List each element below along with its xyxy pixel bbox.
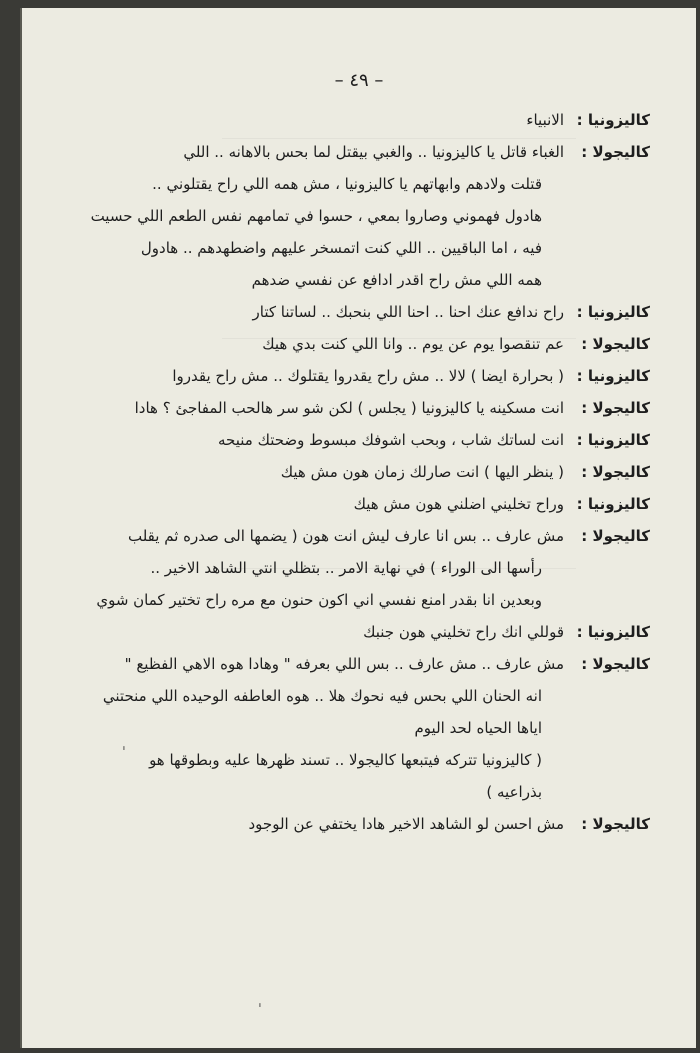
- dialogue-line: انه الحنان اللي بحس فيه نحوك هلا .. هوه العاطفه الوحيده اللي منحتني: [102, 687, 542, 705]
- dialogue-text: [62, 136, 570, 296]
- dialogue-entry: [62, 616, 650, 648]
- speaker-name: كاليزونيا :: [576, 303, 650, 321]
- speaker-name: كاليزونيا :: [576, 431, 650, 449]
- dialogue-line: اياها الحياه لحد اليوم: [414, 719, 542, 737]
- dialogue-entry: [62, 392, 650, 424]
- dialogue-line: رأسها الى الوراء ) في نهاية الامر .. بتظلي انتي الشاهد الاخير ..: [150, 559, 542, 577]
- speaker-name: كاليجولا :: [581, 655, 650, 673]
- dialogue-line: فيه ، اما الباقيين .. اللي كنت اتمسخر عليهم واضطهدهم .. هادول: [140, 239, 542, 257]
- speaker-name: كاليجولا :: [581, 527, 650, 545]
- dialogue-text: [62, 424, 570, 456]
- speaker-name: كاليزونيا :: [576, 623, 650, 641]
- page-number: – ٤٩ –: [334, 70, 384, 91]
- dialogue-entry: [62, 328, 650, 360]
- dialogue-entry: [62, 808, 650, 840]
- dialogue-text: [62, 520, 570, 616]
- dialogue-text: [62, 456, 570, 488]
- speaker-name: كاليزونيا :: [576, 367, 650, 385]
- dialogue-line: وراح تخليني اضلني هون مش هيك: [353, 495, 564, 513]
- speaker-name: كاليجولا :: [581, 399, 650, 417]
- dialogue-text: [62, 360, 570, 392]
- script-page: [20, 8, 696, 1048]
- dialogue-line: ( بحرارة ايضا ) لالا .. مش راح يقدروا يقتلوك .. مش راح يقدروا: [172, 367, 564, 385]
- dialogue-entry: [62, 424, 650, 456]
- dialogue-text: [62, 104, 570, 136]
- dialogue-line: ( كاليزونيا تتركه فيتبعها كاليجولا .. تسند ظهرها عليه وبطوقها هو: [149, 751, 542, 769]
- dialogue-text: [62, 616, 570, 648]
- dialogue-entry: [62, 104, 650, 136]
- dialogue-entry: [62, 456, 650, 488]
- dialogue-line: هادول فهموني وصاروا بمعي ، حسوا في تمامهم نفس الطعم اللي حسيت: [90, 207, 542, 225]
- speaker-name: كاليزونيا :: [576, 111, 650, 129]
- play-dialogue: [62, 104, 650, 840]
- dialogue-entry: [62, 136, 650, 296]
- dialogue-entry: [62, 296, 650, 328]
- dialogue-text: [62, 488, 570, 520]
- speaker-name: كاليزونيا :: [576, 495, 650, 513]
- dialogue-line: مش احسن لو الشاهد الاخير هادا يختفي عن الوجود: [248, 815, 564, 833]
- dialogue-text: [62, 808, 570, 840]
- dialogue-text: [62, 328, 570, 360]
- dialogue-line: انت لساتك شاب ، وبحب اشوفك مبسوط وضحتك منيحه: [218, 431, 564, 449]
- dialogue-line: همه اللي مش راح اقدر ادافع عن نفسي ضدهم: [251, 271, 542, 289]
- dialogue-line: قوللي انك راح تخليني هون جنبك: [363, 623, 564, 641]
- dialogue-line: عم تنقصوا يوم عن يوم .. وانا اللي كنت بدي هيك: [262, 335, 564, 353]
- dialogue-entry: [62, 488, 650, 520]
- pen-mark: ˌ: [122, 736, 126, 752]
- dialogue-text: [62, 392, 570, 424]
- dialogue-entry: [62, 520, 650, 616]
- pen-mark: ˌ: [258, 993, 262, 1009]
- dialogue-line: قتلت ولادهم وابهاتهم يا كاليزونيا ، مش همه اللي راح يقتلوني ..: [152, 175, 542, 193]
- speaker-name: كاليجولا :: [581, 815, 650, 833]
- dialogue-line: بذراعيه ): [486, 783, 542, 801]
- dialogue-line: الغباء قاتل يا كاليزونيا .. والغبي بيقتل لما بحس بالاهانه .. اللي: [183, 143, 564, 161]
- dialogue-entry: [62, 648, 650, 808]
- dialogue-entry: [62, 360, 650, 392]
- dialogue-line: وبعدين انا بقدر امنع نفسي اني اكون حنون مع مره راح تختير كمان شوي: [96, 591, 542, 609]
- dialogue-line: مش عارف .. بس انا عارف ليش انت هون ( يضمها الى صدره ثم يقلب: [127, 527, 564, 545]
- dialogue-line: راح ندافع عنك احنا .. احنا اللي بنحبك .. لساتنا كتار: [252, 303, 564, 321]
- dialogue-text: [62, 296, 570, 328]
- speaker-name: كاليجولا :: [581, 143, 650, 161]
- dialogue-line: ( ينظر اليها ) انت صارلك زمان هون مش هيك: [280, 463, 564, 481]
- speaker-name: كاليجولا :: [581, 335, 650, 353]
- dialogue-line: انت مسكينه يا كاليزونيا ( يجلس ) لكن شو سر هالحب المفاجئ ؟ هادا: [134, 399, 564, 417]
- dialogue-line: مش عارف .. مش عارف .. بس اللي بعرفه " وهادا هوه الاهي الفظيع ": [124, 655, 564, 673]
- dialogue-text: [62, 648, 570, 808]
- speaker-name: كاليجولا :: [581, 463, 650, 481]
- dialogue-line: الانبياء: [526, 111, 564, 129]
